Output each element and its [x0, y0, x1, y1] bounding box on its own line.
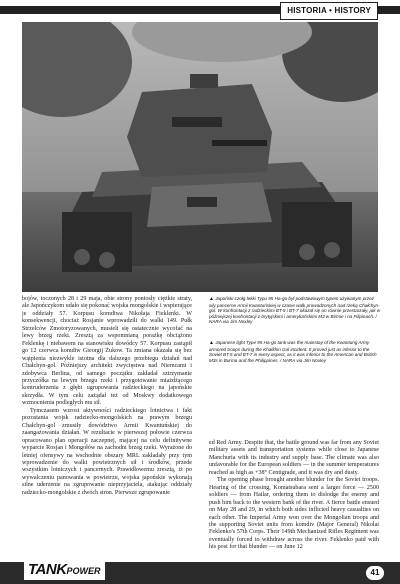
- logo-sub: POWER: [66, 566, 101, 576]
- caption-text: Japanese light Type 95 Ha-go tank was the mainstay of the Kwantung Army armored troops during the Khalkhin Gol incident. It proved just as inferior to the Soviet BT-5 and BT-7 in every aspect, as it was inferior to the American and British M3s in Burma and the Philippines. / NARA via Jim Noxley: [209, 340, 377, 363]
- caption-text: Japoński czołg lekki Typu 95 Ha-go był podstawowym typem używanym przez siły pancerne Armii Kwantuńskiej w czasie walk prowadzonych nad rzeką Chałchyn-gol. W konfrontacji z radzieckimi BT-5 i BT-7 okazał się on równie przestarzały, jak w późniejszej konfrontacji z brytyjskimi i amerykańskimi M3 w Birmie i na Filipinach. / NARA via Jim Noxley: [209, 296, 381, 325]
- magazine-logo: [24, 560, 105, 580]
- english-text-column: [209, 440, 379, 552]
- paragraph: ed Red Army. Despite that, the battle ground was far from any Soviet military assets and transportation systems while close to Japanese Manchuria with its industry and supply base. The climate was also unfavorable for the European soldiers — in the summer temperatures reached as high as +38° Centigrade, and it was dry and dusty.: [209, 440, 379, 476]
- caption-arrow-icon: ▲: [209, 340, 214, 346]
- section-tag: HISTORIA • HISTORY: [280, 2, 378, 20]
- paragraph: The opening phase brought another blunder for the Soviet troops. Hearing of the crossing, Komatsubara sent a larger force — 2500 soldiers — from Hailar, ordering them to dislodge the enemy and push him back to the western bank of the river. A fierce battle ensued on May 28 and 29, in which both sides inflicted heavy casualties on each other. The Imperial Army won over the Mongolian troops and the supporting Soviet units from komdiv (Major General) Nikolai Feklenko's 57th Corps. Their 149th Mechanized Rifles Regiment was eventually forced to withdraw across the river. Feklenko paid with his post for that blunder — on June 12: [209, 477, 379, 551]
- caption-polish: [209, 296, 381, 325]
- tank-photo-illustration: [22, 22, 378, 292]
- caption-arrow-icon: ▲: [209, 296, 214, 302]
- paragraph: Tymczasem wzrost aktywności radzieckiego lotnictwa i fakt pozostania wojsk radziecko-mongolskich na prawym brzegu Chałchyn-gol zmusiły dowództwo Armii Kwantuńskiej do zaangażowania działań. W rezultacie w pierwszej połowie czerwca opracowano plan operacji zaczepnej, mającej na celu definitywne wyparcie Rosjan i Mongołów na zachodni brzeg rzeki. Wyrażone do letniej ofensywy na wschodnie obszary MRL zakładały przy tym wprowadzenie do walki powietrznych sił i środków, przede wszystkim lotniczych i pancernych. Prawidłowemu zresztą, iż po wywalczeniu panowania w powietrzu, wojska japońskie wykonają silne uderzenie na zgrupowanie nieprzyjaciela, atakując oddziały radziecko-mongolskie z dwóch stron. Pierwsze zgrupowanie: [22, 407, 192, 496]
- tank-photo: [22, 22, 378, 292]
- logo-main: TANK: [28, 561, 67, 578]
- caption-english: [209, 340, 381, 363]
- polish-text-column: [22, 296, 192, 497]
- paragraph: bojów, toczonych 28 i 29 maja, obie strony poniosły ciężkie straty, ale Japończykom udało się pokonać wojska mongolskie i wspierające je oddziały 57. Korpusu komdiwa Nikołaja Fieklenki. W konsekwencji, chociaż Rosjanie wprowadzili do walki 149. Pułk Strzelców Zmotoryzowanych, musieli się ostatecznie wycofać na lewy brzeg rzeki. Zresztą za wspomnianą porażkę obciążono Feklenkę i niebawem na stanowisku dowódcy 57. Korpusu zastąpił go 12 czerwca komdiw Gieorgij Żukow. Ta zmiana okazała się bez wątpienia niezwykle istotna dla dalszego przebiegu działań nad Chałchyn-gol. Późniejszy architekt zwycięstwa nad Niemcami i zdobywca Berlina, od samego początku zakładał sztrzymanie przyczółka na lewym brzegu rzeki i przygotowanie miażdżącego kontruderzenia z głębi ugrupowania radzieckiego na japońskie skrzydła. W tym celu zażądał też od Moskwy dodatkowego wzmocnienia podległych mu sił.: [22, 296, 192, 407]
- page-number: 41: [366, 566, 384, 580]
